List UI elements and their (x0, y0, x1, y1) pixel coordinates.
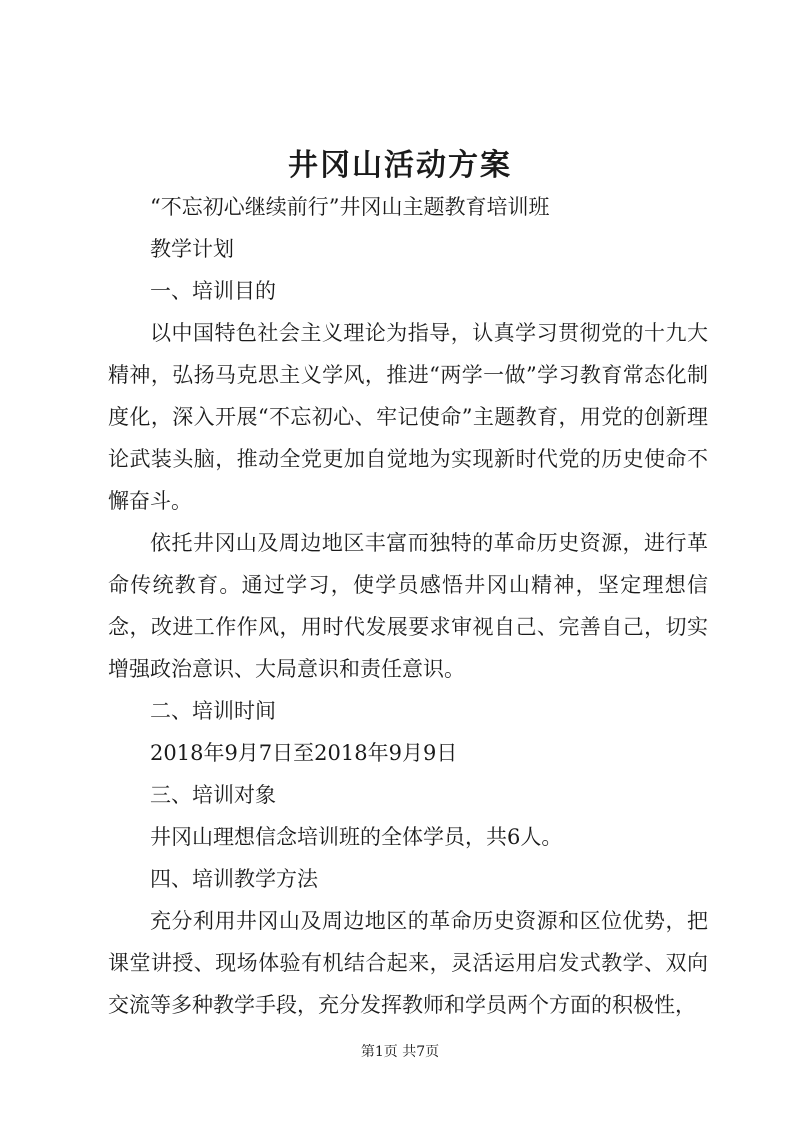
paragraph-purpose-1: 以中国特色社会主义理论为指导，认真学习贯彻党的十九大精神，弘扬马克思主义学风，推进“两学一做”学习教育常态化制度化，深入开展“不忘初心、牢记使命”主题教育，用党的创新理论武装头脑，推动全党更加自觉地为实现新时代党的历史使命不懈奋斗。 (108, 321, 708, 513)
document-title: 井冈山活动方案 (288, 148, 512, 183)
section-heading-method: 四、培训教学方法 (150, 867, 318, 891)
paragraph-method: 充分利用井冈山及周边地区的革命历史资源和区位优势，把课堂讲授、现场体验有机结合起来，灵活运用启发式教学、双向交流等多种教学手段，充分发挥教师和学员两个方面的积极性， (108, 909, 708, 1017)
paragraph-audience: 井冈山理想信念培训班的全体学员，共6人。 (150, 825, 563, 849)
page-number-footer: 第1页 共7页 (360, 1044, 440, 1060)
section-heading-purpose: 一、培训目的 (150, 279, 276, 303)
document-body (108, 186, 708, 1026)
paragraph-purpose-2: 依托井冈山及周边地区丰富而独特的革命历史资源，进行革命传统教育。通过学习，使学员感悟井冈山精神，坚定理想信念，改进工作作风，用时代发展要求审视自己、完善自己，切实增强政治意识、大局意识和责任意识。 (108, 531, 708, 681)
section-heading-audience: 三、培训对象 (150, 783, 276, 807)
teaching-plan-label: 教学计划 (150, 237, 234, 261)
paragraph-time: 2018年9月7日至2018年9月9日 (150, 741, 458, 765)
subtitle-line: “不忘初心继续前行”井冈山主题教育培训班 (150, 195, 550, 219)
section-heading-time: 二、培训时间 (150, 699, 276, 723)
